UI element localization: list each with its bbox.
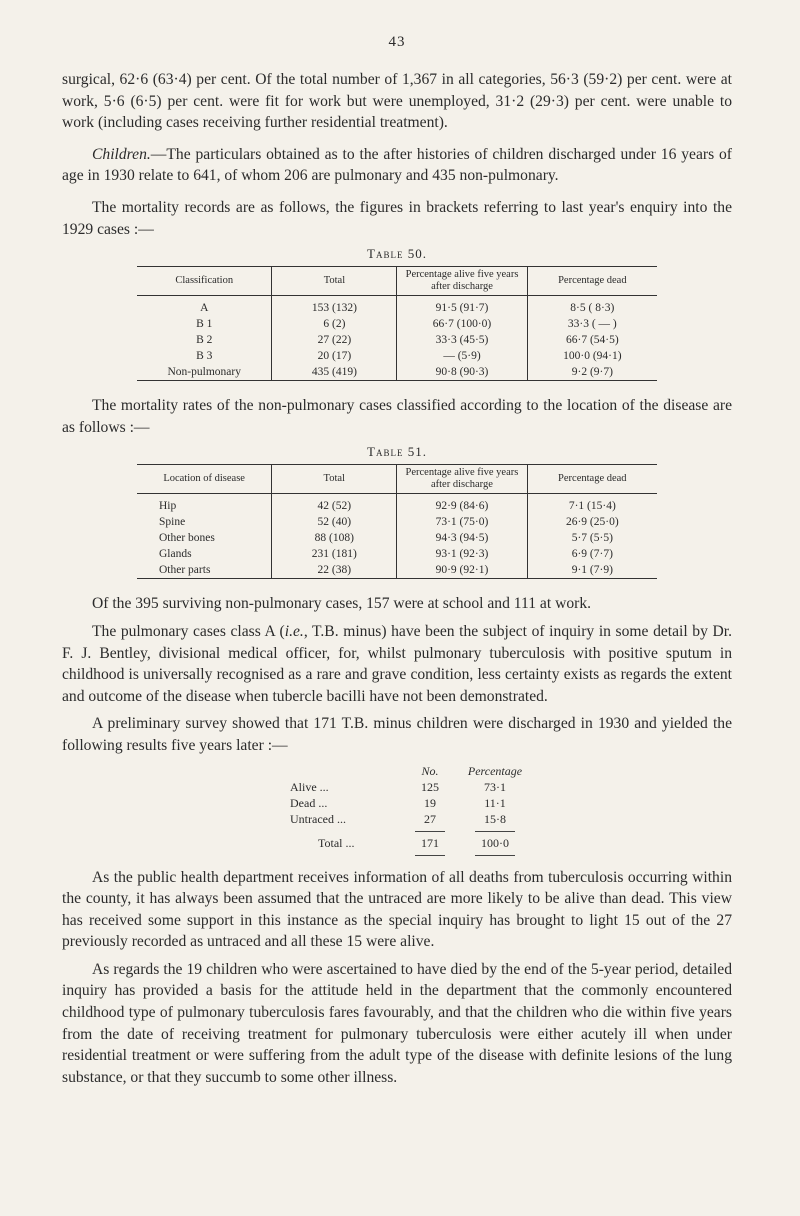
table-cell: Hip bbox=[159, 500, 177, 513]
table-row bbox=[137, 494, 657, 515]
paragraph-surgical: surgical, 62·6 (63·4) per cent. Of the total number of 1,367 in all categories, 56·3 (59·2) per cent. were at work, 5·6 (6·5) per cent. were fit for work but were unemployed, 31·2 (29·3) per cent. were unable to work (including cases receiving further residential treatment). bbox=[62, 71, 732, 132]
table-cell: B 2 bbox=[196, 334, 213, 347]
table-cell: Non-pulmonary bbox=[137, 364, 272, 381]
table-cell: 8·5 ( 8·3) bbox=[527, 296, 657, 317]
table-cell: 73·1 (75·0) bbox=[397, 514, 527, 530]
table-cell: 94·3 (94·5) bbox=[397, 530, 527, 546]
table-cell: Glands bbox=[159, 548, 192, 561]
table-cell: B 1 bbox=[196, 318, 213, 331]
paragraph-children-body: —The particulars obtained as to the after histories of children discharged under 16 years of age in 1930 relate to 641, of whom 206 are pulmonary and 435 non-pulmonary. bbox=[62, 145, 732, 185]
table-row bbox=[137, 296, 657, 317]
paragraph-mortality-records: The mortality records are as follows, the figures in brackets referring to last year's enquiry into the 1929 cases :— bbox=[62, 198, 732, 238]
paragraph-class-a-rest: , T.B. minus) have been the subject of inquiry in some detail by Dr. F. J. Bentley, divisional medical officer, for, whilst pulmonary tuberculosis with positive sputum in childhood is universally recognised as a rare and grave condition, less certainty exists as regards the extent and outcome of the disease when tubercle bacilli have not been demonstrated. bbox=[62, 622, 732, 705]
survey-row bbox=[290, 795, 732, 811]
table-cell: 42 (52) bbox=[272, 494, 397, 515]
table-cell: 26·9 (25·0) bbox=[527, 514, 657, 530]
table-cell: 6·9 (7·7) bbox=[527, 546, 657, 562]
survey-rule bbox=[290, 827, 732, 835]
section-heading-children: Children. bbox=[92, 145, 151, 163]
table-cell: A bbox=[200, 302, 209, 315]
table-cell: 5·7 (5·5) bbox=[527, 530, 657, 546]
paragraph-untraced: As the public health department receives information of all deaths from tuberculosis occurring within the county, it has always been assumed that the untraced are more likely to be alive than dead. This view has received some support in this instance as the special inquiry has brought to light 15 out of the 27 previously recorded as untraced and all these 15 were alive. bbox=[62, 868, 732, 951]
table-50-caption: Table 50. bbox=[367, 246, 427, 262]
survey-results-table bbox=[290, 763, 732, 859]
table-51-header-total: Total bbox=[272, 465, 397, 494]
table-cell: 9·1 (7·9) bbox=[527, 562, 657, 579]
table-51 bbox=[137, 464, 657, 579]
table-cell: 7·1 (15·4) bbox=[527, 494, 657, 515]
table-cell: 153 (132) bbox=[272, 296, 397, 317]
survey-row bbox=[290, 811, 732, 827]
table-51-header-location: Location of disease bbox=[137, 465, 272, 494]
survey-total-no: 171 bbox=[421, 835, 439, 850]
table-51-header-alive: Percentage alive five years after discharge bbox=[397, 465, 527, 494]
survey-total-pct: 100·0 bbox=[481, 835, 509, 850]
page-number: 43 bbox=[388, 34, 406, 50]
survey-row-no: 19 bbox=[424, 795, 436, 810]
table-51-caption: Table 51. bbox=[367, 444, 427, 460]
paragraph-class-a-inquiry bbox=[62, 621, 732, 707]
paragraph-class-a-lead: The pulmonary cases class A ( bbox=[92, 622, 285, 640]
table-50 bbox=[137, 266, 657, 381]
table-cell: 100·0 (94·1) bbox=[527, 348, 657, 364]
table-cell: 33·3 (45·5) bbox=[397, 332, 527, 348]
table-cell: 88 (108) bbox=[272, 530, 397, 546]
table-cell: Spine bbox=[159, 516, 186, 529]
table-row bbox=[137, 562, 657, 579]
survey-row-label: Untraced ... bbox=[290, 811, 346, 826]
table-row bbox=[137, 364, 657, 381]
table-cell: Other bones bbox=[159, 532, 215, 545]
table-cell: 90·9 (92·1) bbox=[397, 562, 527, 579]
table-50-header-classification: Classification bbox=[137, 267, 272, 296]
table-50-header-alive: Percentage alive five years after discharge bbox=[397, 267, 527, 296]
table-row bbox=[137, 332, 657, 348]
table-cell: 231 (181) bbox=[272, 546, 397, 562]
survey-row-no: 27 bbox=[424, 811, 436, 826]
survey-row-no: 125 bbox=[421, 779, 439, 794]
table-cell: 92·9 (84·6) bbox=[397, 494, 527, 515]
paragraph-non-pulmonary-rates: The mortality rates of the non-pulmonary cases classified according to the location of the disease are as follows :— bbox=[62, 397, 732, 436]
table-50-header-total: Total bbox=[272, 267, 397, 296]
table-cell: 6 (2) bbox=[272, 316, 397, 332]
paragraph-children bbox=[62, 144, 732, 187]
table-row bbox=[137, 316, 657, 332]
survey-row-label: Dead ... bbox=[290, 795, 328, 810]
table-cell: 91·5 (91·7) bbox=[397, 296, 527, 317]
survey-row-pct: 73·1 bbox=[484, 779, 506, 794]
survey-row-pct: 11·1 bbox=[484, 795, 506, 810]
table-cell: — (5·9) bbox=[397, 348, 527, 364]
survey-header-percentage: Percentage bbox=[467, 763, 523, 778]
table-cell: 22 (38) bbox=[272, 562, 397, 579]
table-row bbox=[137, 348, 657, 364]
table-cell: B 3 bbox=[196, 350, 213, 363]
table-cell: 435 (419) bbox=[272, 364, 397, 381]
table-50-header-dead: Percentage dead bbox=[527, 267, 657, 296]
paragraph-class-a-ie: i.e. bbox=[284, 622, 304, 640]
survey-row bbox=[290, 779, 732, 795]
survey-header-no: No. bbox=[421, 763, 439, 778]
table-cell: 90·8 (90·3) bbox=[397, 364, 527, 381]
table-cell: 93·1 (92·3) bbox=[397, 546, 527, 562]
survey-row-label: Alive ... bbox=[290, 779, 329, 794]
paragraph-deaths-inquiry: As regards the 19 children who were ascertained to have died by the end of the 5-year period, detailed inquiry has provided a basis for the attitude held in the department that the commonly encountered childhood type of pulmonary tuberculosis fares favourably, and that the children who die within five years from the date of receiving treatment for pulmonary tuberculosis were either acutely ill when under residential treatment or were suffering from the adult type of the disease with definite lesions of the lung substance, or that they succumb to some other illness. bbox=[62, 960, 732, 1086]
table-row bbox=[137, 530, 657, 546]
table-cell: 33·3 ( — ) bbox=[527, 316, 657, 332]
table-cell: 66·7 (100·0) bbox=[397, 316, 527, 332]
paragraph-surviving-cases: Of the 395 surviving non-pulmonary cases, 157 were at school and 111 at work. bbox=[92, 595, 592, 613]
table-cell: 66·7 (54·5) bbox=[527, 332, 657, 348]
survey-rule bbox=[290, 851, 732, 859]
table-cell: Other parts bbox=[137, 562, 272, 579]
survey-row-pct: 15·8 bbox=[484, 811, 506, 826]
table-cell: 27 (22) bbox=[272, 332, 397, 348]
survey-total-label: Total ... bbox=[318, 835, 355, 850]
table-row bbox=[137, 514, 657, 530]
table-51-header-dead: Percentage dead bbox=[527, 465, 657, 494]
table-cell: 9·2 (9·7) bbox=[527, 364, 657, 381]
table-row bbox=[137, 546, 657, 562]
survey-total-row bbox=[290, 835, 732, 851]
table-cell: 52 (40) bbox=[272, 514, 397, 530]
paragraph-preliminary-survey: A preliminary survey showed that 171 T.B. minus children were discharged in 1930 and yielded the following results five years later :— bbox=[62, 715, 732, 754]
table-cell: 20 (17) bbox=[272, 348, 397, 364]
